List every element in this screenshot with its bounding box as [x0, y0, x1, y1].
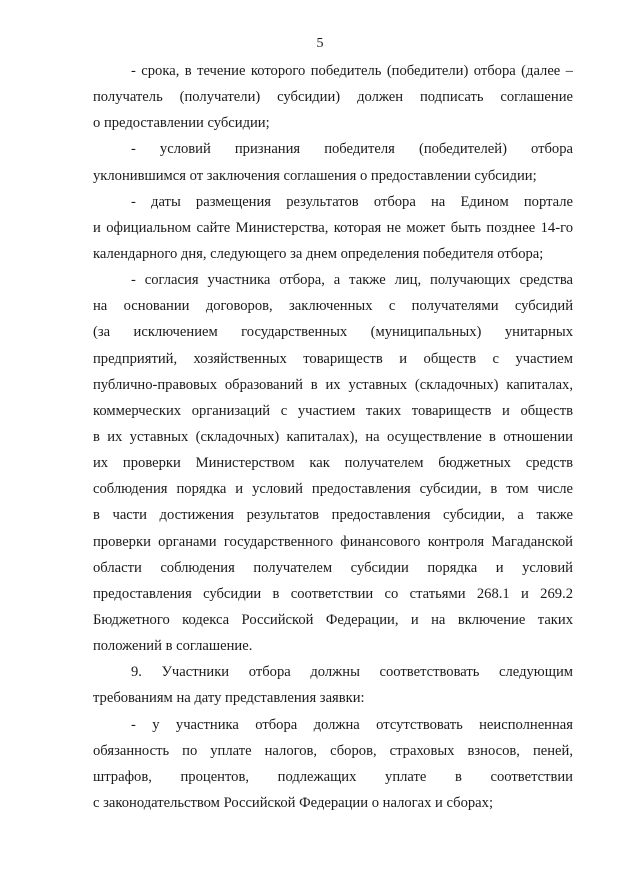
text-line: их проверки Министерством как получателем бюджетных средств	[93, 455, 573, 472]
text-line: уклонившимся от заключения соглашения о предоставлении субсидии;	[93, 167, 537, 184]
text-line: положений в соглашение.	[93, 638, 253, 655]
text-line: (за исключением государственных (муниципальных) унитарных	[93, 324, 573, 341]
text-line: - срока, в течение которого победитель (победители) отбора (далее –	[131, 63, 573, 79]
text-line: - условий признания победителя (победителей) отбора	[131, 141, 573, 158]
text-line: предоставления субсидии в соответствии со статьями 268.1 и 269.2	[93, 585, 573, 602]
text-line: требованиям на дату представления заявки:	[93, 690, 365, 707]
text-line: области соблюдения получателем субсидии порядка и условий	[93, 559, 573, 576]
text-line: календарного дня, следующего за днем определения победителя отбора;	[93, 245, 544, 262]
text-line: с законодательством Российской Федерации о налогах и сборах;	[93, 794, 494, 811]
text-line: - согласия участника отбора, а также лиц, получающих средства	[131, 272, 573, 289]
text-line: - у участника отбора должна отсутствовать неисполненная	[131, 716, 573, 733]
text-line: соблюдения порядка и условий предоставления субсидии, в том числе	[93, 481, 573, 498]
text-line: публично-правовых образований в их уставных (складочных) капиталах,	[93, 376, 573, 393]
text-line: на основании договоров, заключенных с получателями субсидий	[93, 298, 573, 315]
text-line: обязанность по уплате налогов, сборов, страховых взносов, пеней,	[93, 742, 573, 759]
text-line: предприятий, хозяйственных товариществ и обществ с участием	[93, 350, 573, 367]
text-line: 9. Участники отбора должны соответствовать следующим	[131, 664, 573, 681]
text-line: коммерческих организаций с участием таких товариществ и обществ	[93, 402, 573, 419]
text-line: получатель (получатели) субсидии) должен подписать соглашение	[93, 89, 573, 106]
text-line: штрафов, процентов, подлежащих уплате в соответствии	[93, 768, 573, 785]
text-line: проверки органами государственного финансового контроля Магаданской	[93, 533, 573, 550]
document-body	[93, 58, 573, 816]
text-line: и официальном сайте Министерства, которая не может быть позднее 14-го	[93, 219, 573, 236]
text-line: Бюджетного кодекса Российской Федерации, и на включение таких	[93, 611, 573, 628]
text-line: в их уставных (складочных) капиталах), на осуществление в отношении	[93, 428, 573, 445]
text-line: о предоставлении субсидии;	[93, 115, 270, 132]
text-line: в части достижения результатов предоставления субсидии, а также	[93, 507, 573, 524]
page-number: 5	[316, 36, 324, 51]
text-line: - даты размещения результатов отбора на Едином портале	[131, 193, 573, 210]
